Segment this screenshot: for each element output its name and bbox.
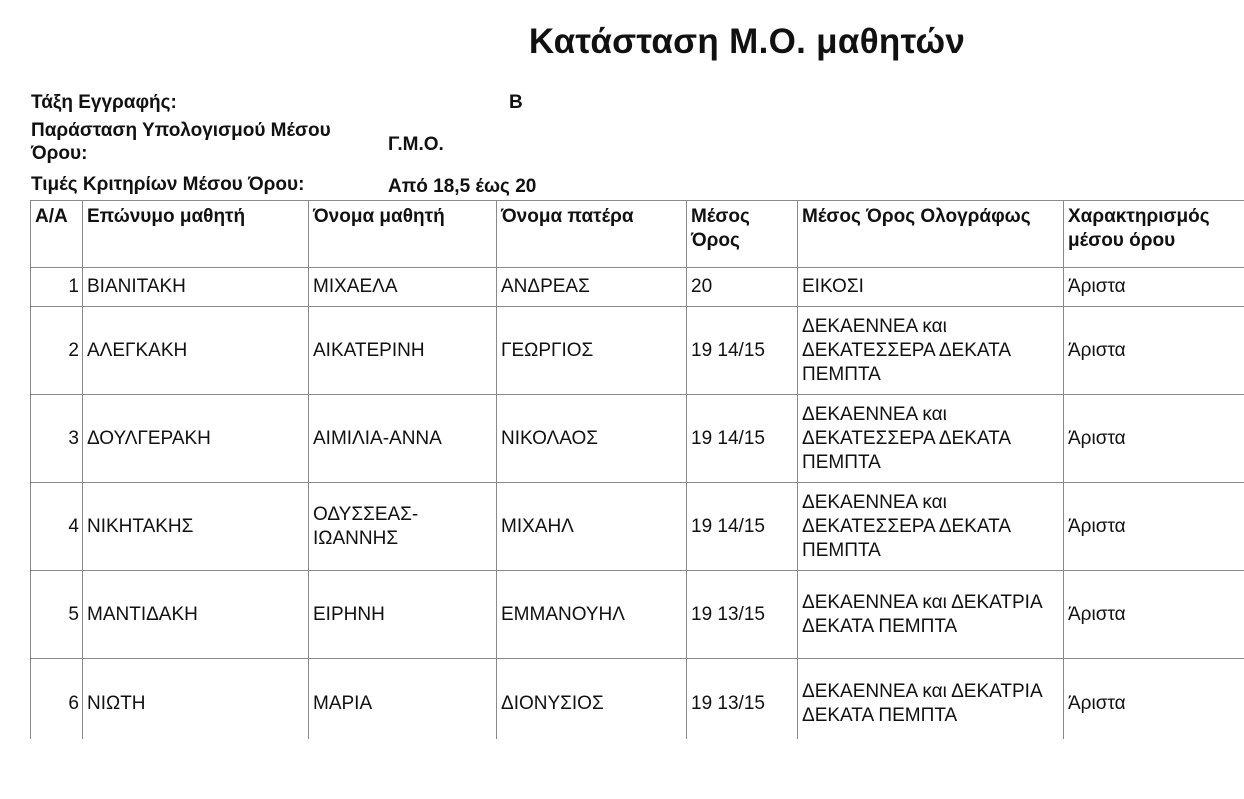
cell-aa: 6 (31, 659, 83, 750)
table-row (31, 483, 1244, 571)
cell-average: 19 14/15 (687, 483, 798, 571)
cell-father: ΔΙΟΝΥΣΙΟΣ (497, 659, 687, 750)
cell-aa: 5 (31, 571, 83, 659)
cell-grade: Άριστα (1064, 659, 1244, 750)
header-aa: Α/Α (31, 201, 83, 268)
table-header-row (31, 201, 1244, 268)
cell-average: 19 14/15 (687, 395, 798, 483)
cell-name: ΕΙΡΗΝΗ (309, 571, 497, 659)
calc-value: Γ.Μ.Ο. (388, 133, 444, 156)
cell-father: ΓΕΩΡΓΙΟΣ (497, 307, 687, 395)
header-name: Όνομα μαθητή (309, 201, 497, 268)
cell-surname: ΜΑΝΤΙΔΑΚΗ (83, 571, 309, 659)
header-surname: Επώνυμο μαθητή (83, 201, 309, 268)
cell-grade: Άριστα (1064, 307, 1244, 395)
page-cut-off (0, 739, 1244, 799)
cell-average: 20 (687, 268, 798, 307)
range-label: Τιμές Κριτηρίων Μέσου Όρου: (31, 173, 304, 196)
cell-father: ΑΝΔΡΕΑΣ (497, 268, 687, 307)
cell-name: ΑΙΜΙΛΙΑ-ΑΝΝΑ (309, 395, 497, 483)
cell-aa: 1 (31, 268, 83, 307)
cell-grade: Άριστα (1064, 571, 1244, 659)
header-father: Όνομα πατέρα (497, 201, 687, 268)
cell-father: ΕΜΜΑΝΟΥΗΛ (497, 571, 687, 659)
cell-father: ΜΙΧΑΗΛ (497, 483, 687, 571)
cell-average-words: ΕΙΚΟΣΙ (798, 268, 1064, 307)
header-average-words: Μέσος Όρος Ολογράφως (798, 201, 1064, 268)
header-average: Μέσος Όρος (687, 201, 798, 268)
page-title: Κατάσταση Μ.Ο. μαθητών (0, 22, 1244, 62)
cell-average-words: ΔΕΚΑΕΝΝΕΑ και ΔΕΚΑΤΕΣΣΕΡΑ ΔΕΚΑΤΑ ΠΕΜΠΤΑ (798, 395, 1064, 483)
header-grade: Χαρακτηρισμός μέσου όρου (1064, 201, 1244, 268)
cell-name: ΜΙΧΑΕΛΑ (309, 268, 497, 307)
cell-aa: 3 (31, 395, 83, 483)
cell-average: 19 13/15 (687, 659, 798, 750)
cell-father: ΝΙΚΟΛΑΟΣ (497, 395, 687, 483)
cell-average: 19 14/15 (687, 307, 798, 395)
students-table (30, 200, 1244, 750)
table-row (31, 395, 1244, 483)
cell-average-words: ΔΕΚΑΕΝΝΕΑ και ΔΕΚΑΤΕΣΣΕΡΑ ΔΕΚΑΤΑ ΠΕΜΠΤΑ (798, 307, 1064, 395)
class-label: Τάξη Εγγραφής: (31, 91, 177, 114)
cell-average-words: ΔΕΚΑΕΝΝΕΑ και ΔΕΚΑΤΡΙΑ ΔΕΚΑΤΑ ΠΕΜΠΤΑ (798, 659, 1064, 750)
table-row (31, 307, 1244, 395)
table-row (31, 571, 1244, 659)
table-row (31, 659, 1244, 750)
cell-name: ΑΙΚΑΤΕΡΙΝΗ (309, 307, 497, 395)
range-value: Από 18,5 έως 20 (388, 175, 536, 198)
cell-name: ΜΑΡΙΑ (309, 659, 497, 750)
cell-average-words: ΔΕΚΑΕΝΝΕΑ και ΔΕΚΑΤΕΣΣΕΡΑ ΔΕΚΑΤΑ ΠΕΜΠΤΑ (798, 483, 1064, 571)
cell-surname: ΝΙΚΗΤΑΚΗΣ (83, 483, 309, 571)
cell-name: ΟΔΥΣΣΕΑΣ-ΙΩΑΝΝΗΣ (309, 483, 497, 571)
table-row (31, 268, 1244, 307)
cell-grade: Άριστα (1064, 268, 1244, 307)
class-value: Β (509, 91, 523, 114)
cell-grade: Άριστα (1064, 483, 1244, 571)
cell-surname: ΔΟΥΛΓΕΡΑΚΗ (83, 395, 309, 483)
cell-average: 19 13/15 (687, 571, 798, 659)
calc-label: Παράσταση Υπολογισμού Μέσου Όρου: (31, 119, 391, 165)
cell-average-words: ΔΕΚΑΕΝΝΕΑ και ΔΕΚΑΤΡΙΑ ΔΕΚΑΤΑ ΠΕΜΠΤΑ (798, 571, 1064, 659)
cell-surname: ΑΛΕΓΚΑΚΗ (83, 307, 309, 395)
cell-surname: ΒΙΑΝΙΤΑΚΗ (83, 268, 309, 307)
cell-aa: 2 (31, 307, 83, 395)
cell-grade: Άριστα (1064, 395, 1244, 483)
cell-aa: 4 (31, 483, 83, 571)
cell-surname: ΝΙΩΤΗ (83, 659, 309, 750)
